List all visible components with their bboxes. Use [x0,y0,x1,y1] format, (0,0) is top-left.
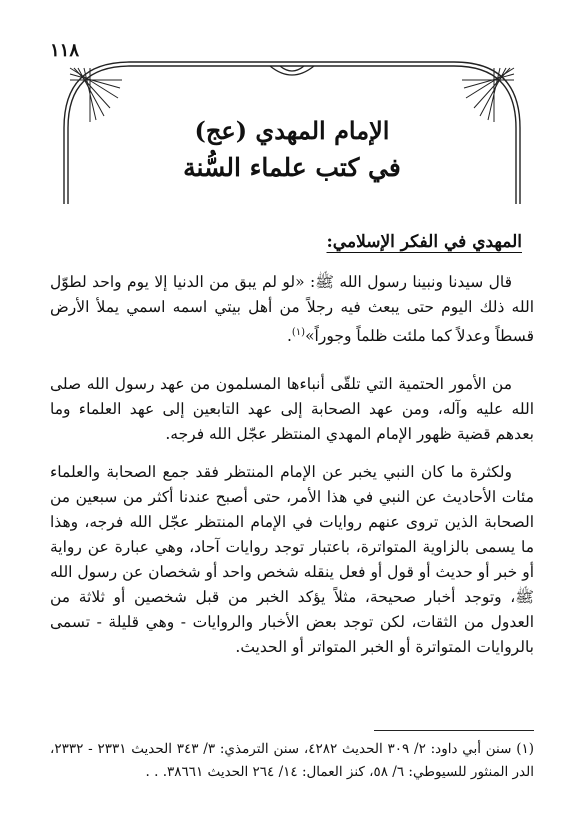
paragraph-3: ولكثرة ما كان النبي يخبر عن الإمام المنتظر فقد جمع الصحابة والعلماء مئات الأحاديث عن النبي في هذا الأمر، حتى أصبح عندنا أكثر من سبعين من الصحابة الذين تروى عنهم روايات في الإمام المنتظر عجّل الله فرجه، وهذا ما يسمى بالزاوية المتواترة، باعتبار توجد روايات آحاد، وهي عبارة عن رواية أو خبر أو حديث أو قول أو فعل ينقله شخص واحد أو شخصان عن رسول الله ﷺ، وتوجد أخبار صحيحة، مثلاً يؤكد الخبر من قبل شخصين أو ثلاثة من العدول من الثقات، لكن توجد بعض الأخبار والروايات - وهي قليلة - تسمى بالروايات المتواترة أو الخبر المتواتر أو الحديث. [50,463,534,656]
page-number: ١١٨ [50,40,80,61]
footnote-ref: (١) [291,327,306,338]
title-line-1: الإمام المهدي (عج) [194,116,390,145]
chapter-title [120,114,464,188]
paragraph-1-text: قال سيدنا ونبينا رسول الله ﷺ: «لو لم يبق من الدنيا إلا يوم واحد لطوّل الله ذلك اليوم حتى يبعث فيه رجلاً من أهل بيتي اسمه اسمي يملأ الأرض قسطاً وعدلاً كما ملئت ظلماً وجوراً» [50,273,534,346]
footnote: (١) سنن أبي داود: ٢/ ٣٠٩ الحديث ٤٢٨٢، سنن الترمذي: ٣/ ٣٤٣ الحديث ٢٣٣١ - ٢٣٣٢، الدر المنثور للسيوطي: ٦/ ٥٨، كنز العمال: ١٤/ ٢٦٤ الحديث ٣٨٦٦١. . . [50,741,535,780]
paragraph-1 [50,270,534,349]
title-line-2: في كتب علماء السُّنة [183,153,401,182]
footnote-separator [374,730,534,731]
paragraph-1-end: . [286,327,292,346]
section-heading: المهدي في الفكر الإسلامي: [326,232,522,252]
paragraph-2: من الأمور الحتمية التي تلقّى أنباءها المسلمون من عهد رسول الله صلى الله عليه وآله، ومن عهد الصحابة إلى عهد التابعين إلى عهد العلماء وما بعدهم قضية ظهور الإمام المهدي المنتظر عجّل الله فرجه. [50,375,534,443]
